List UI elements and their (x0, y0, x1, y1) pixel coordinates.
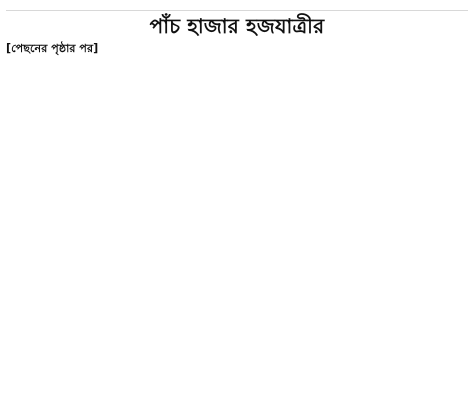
article-headline: পাঁচ হাজার হজযাত্রীর (149, 14, 325, 38)
news-article (6, 0, 468, 402)
article-body (6, 41, 468, 57)
cropped-previous-line (6, 0, 468, 11)
continued-from-label: [পেছনের পৃষ্ঠার পর] (6, 42, 99, 55)
